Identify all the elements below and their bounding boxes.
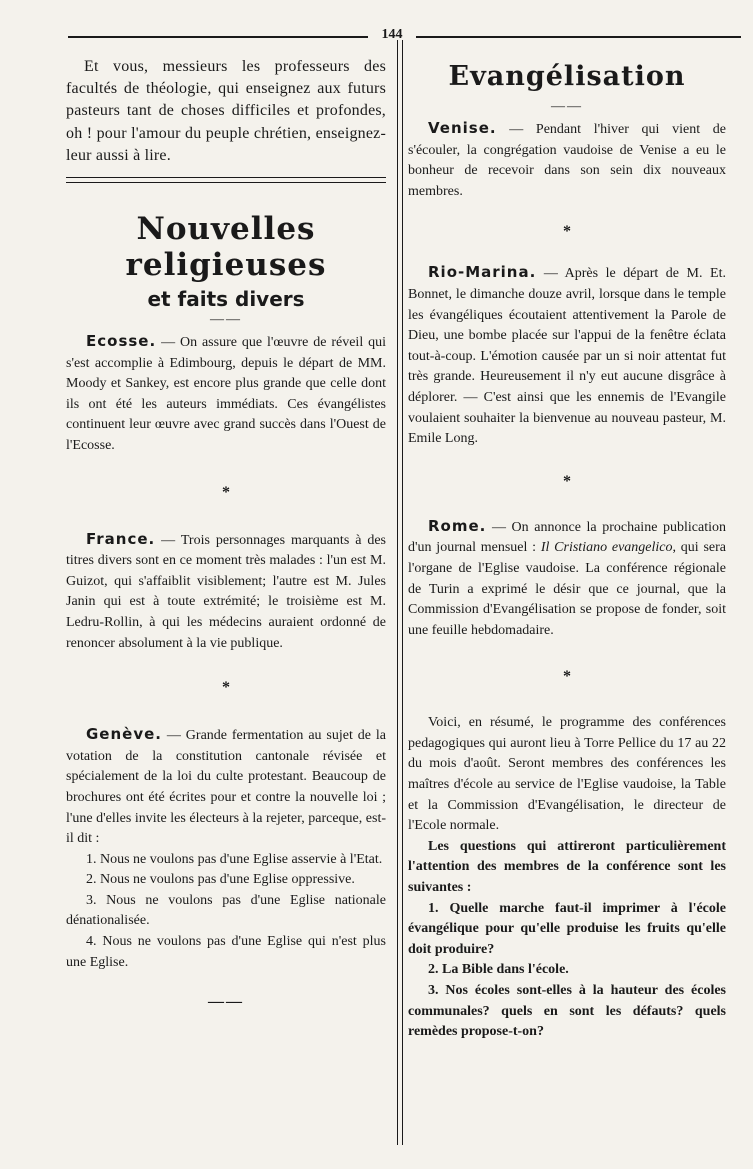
- separator-star: *: [222, 483, 230, 501]
- list-item: 3. Nous ne voulons pas d'une Eglise nationale dénationalisée.: [66, 892, 386, 929]
- geneve-list: [66, 850, 386, 974]
- separator-star: *: [563, 472, 571, 490]
- text-france: — Trois personnages marquants à des titres divers sont en ce moment très malades : l'un est M. Guizot, qui s'affaiblit visiblement; l'autre est M. Jules Janin qui est à toute extrémité; le troisième est M. Ledru-Rollin, à qui les médecins auraient ordonné de renoncer absolument à la vie publique.: [66, 532, 386, 651]
- right-column: [408, 56, 726, 1043]
- questions-intro: Les questions qui attireront particulièrement l'attention des membres de la conférence sont les suivantes :: [408, 838, 726, 896]
- questions-list: [408, 899, 726, 1043]
- list-item: 3. Nos écoles sont-elles à la hauteur des écoles communales? quels en sont les défauts? quels remèdes propose-t-on?: [408, 983, 726, 1040]
- section-title-nouvelles: Nouvelles religieuses: [125, 211, 327, 284]
- article-venise: [408, 118, 726, 202]
- text-programme: Voici, en résumé, le programme des conférences pedagogiques qui auront lieu à Torre Pellice du 17 au 22 du mois d'août. Seront membres des conférences les maîtres d'école au service de l'Eglise vaudoise, la Table et la Commission d'Evangélisation, le directeur de l'Ecole normale.: [408, 715, 726, 834]
- intro-text: Et vous, messieurs les professeurs des facultés de théologie, qui enseignez aux futurs pasteurs tant de choses difficiles et profondes, oh ! pour l'amour du peuple chrétien, enseignez-leur aussi à lire.: [66, 58, 386, 164]
- article-programme: [408, 713, 726, 837]
- headword-rio-marina: Rio-Marina.: [428, 263, 537, 282]
- page-number: 144: [368, 25, 416, 45]
- section-separator: [66, 177, 386, 183]
- article-rome: [408, 516, 726, 642]
- list-item: 1. Quelle marche faut-il imprimer à l'école évangélique pour qu'elle produise les fruits qu'elle doit produire?: [408, 900, 726, 957]
- list-item: 4. Nous ne voulons pas d'une Eglise qui n'est plus une Eglise.: [66, 934, 386, 970]
- headword-venise: Venise.: [428, 119, 497, 137]
- separator-star: *: [563, 668, 571, 686]
- list-item: 1. Nous ne voulons pas d'une Eglise asservie à l'Etat.: [86, 851, 383, 867]
- text-rome-a: — On annonce la prochaine publication d'un journal mensuel :: [408, 519, 726, 556]
- journal-title: Il Cristiano evangelico: [540, 540, 673, 556]
- text-ecosse: — On assure que l'œuvre de réveil qui s'est accomplie à Edimbourg, depuis le départ de MM. Moody et Sankey, est encore plus grande que celle dont ils ont été les auteurs immédiats. Ces évangélistes continuent leur œuvre avec grand succès dans l'Ouest de l'Ecosse.: [66, 335, 386, 453]
- article-france: [66, 529, 386, 655]
- title-dash: ——: [210, 312, 242, 328]
- headword-geneve: Genève.: [86, 725, 162, 744]
- title-dash: ——: [551, 99, 583, 114]
- section-title-evangelisation: Evangélisation: [448, 61, 686, 92]
- text-rome-b: , qui sera l'organe de l'Eglise vaudoise. La conférence régionale de Turin a exprimé le désir que ce journal, que la Commission d'Evangélisation se propose de fonder, soit une feuille hebdomadaire.: [408, 540, 726, 638]
- article-geneve: [66, 724, 386, 850]
- article-ecosse: [66, 331, 386, 457]
- list-item: 2. Nous ne voulons pas d'une Eglise oppressive.: [86, 872, 355, 888]
- separator-star: *: [563, 223, 571, 241]
- section-subtitle: et faits divers: [147, 287, 305, 312]
- headword-france: France.: [86, 529, 156, 548]
- text-rio-marina: — Après le départ de M. Et. Bonnet, le dimanche douze avril, lorsque dans le temple les évangéliques écoutaient attentivement la Parole de Dieu, une bombe placée sur l'appui de la fenêtre éclata tout-à-coup. L'émotion causée par un si noir attentat fut très grande. Heureusement il n'y eut aucune disgrâce à déplorer. — C'est ainsi que les ennemis de l'Evangile voulaient souhaiter la bienvenue au nouveau pasteur, M. Emile Long.: [408, 266, 726, 447]
- article-rio-marina: [408, 262, 726, 449]
- column-divider: [397, 40, 403, 1145]
- text-geneve: — Grande fermentation au sujet de la votation de la constitution cantonale révisée et spécialement de la loi du culte protestant. Beaucoup de brochures ont été écrites pour et contre la nouvelle loi ; l'une d'elles invite les électeurs à la rejeter, parceque, est-il dit :: [66, 728, 386, 847]
- list-item: 2. La Bible dans l'école.: [428, 962, 569, 978]
- headword-ecosse: Ecosse.: [86, 332, 157, 351]
- intro-paragraph: [66, 56, 386, 167]
- left-column: [66, 56, 386, 1011]
- separator-star: *: [222, 679, 230, 697]
- end-mark: ——: [208, 993, 244, 1011]
- headword-rome: Rome.: [428, 516, 487, 535]
- text-venise: — Pendant l'hiver qui vient de s'écouler, la congrégation vaudoise de Venise a eu le bonheur de recevoir dans son sein dix nouveaux membres.: [408, 122, 726, 199]
